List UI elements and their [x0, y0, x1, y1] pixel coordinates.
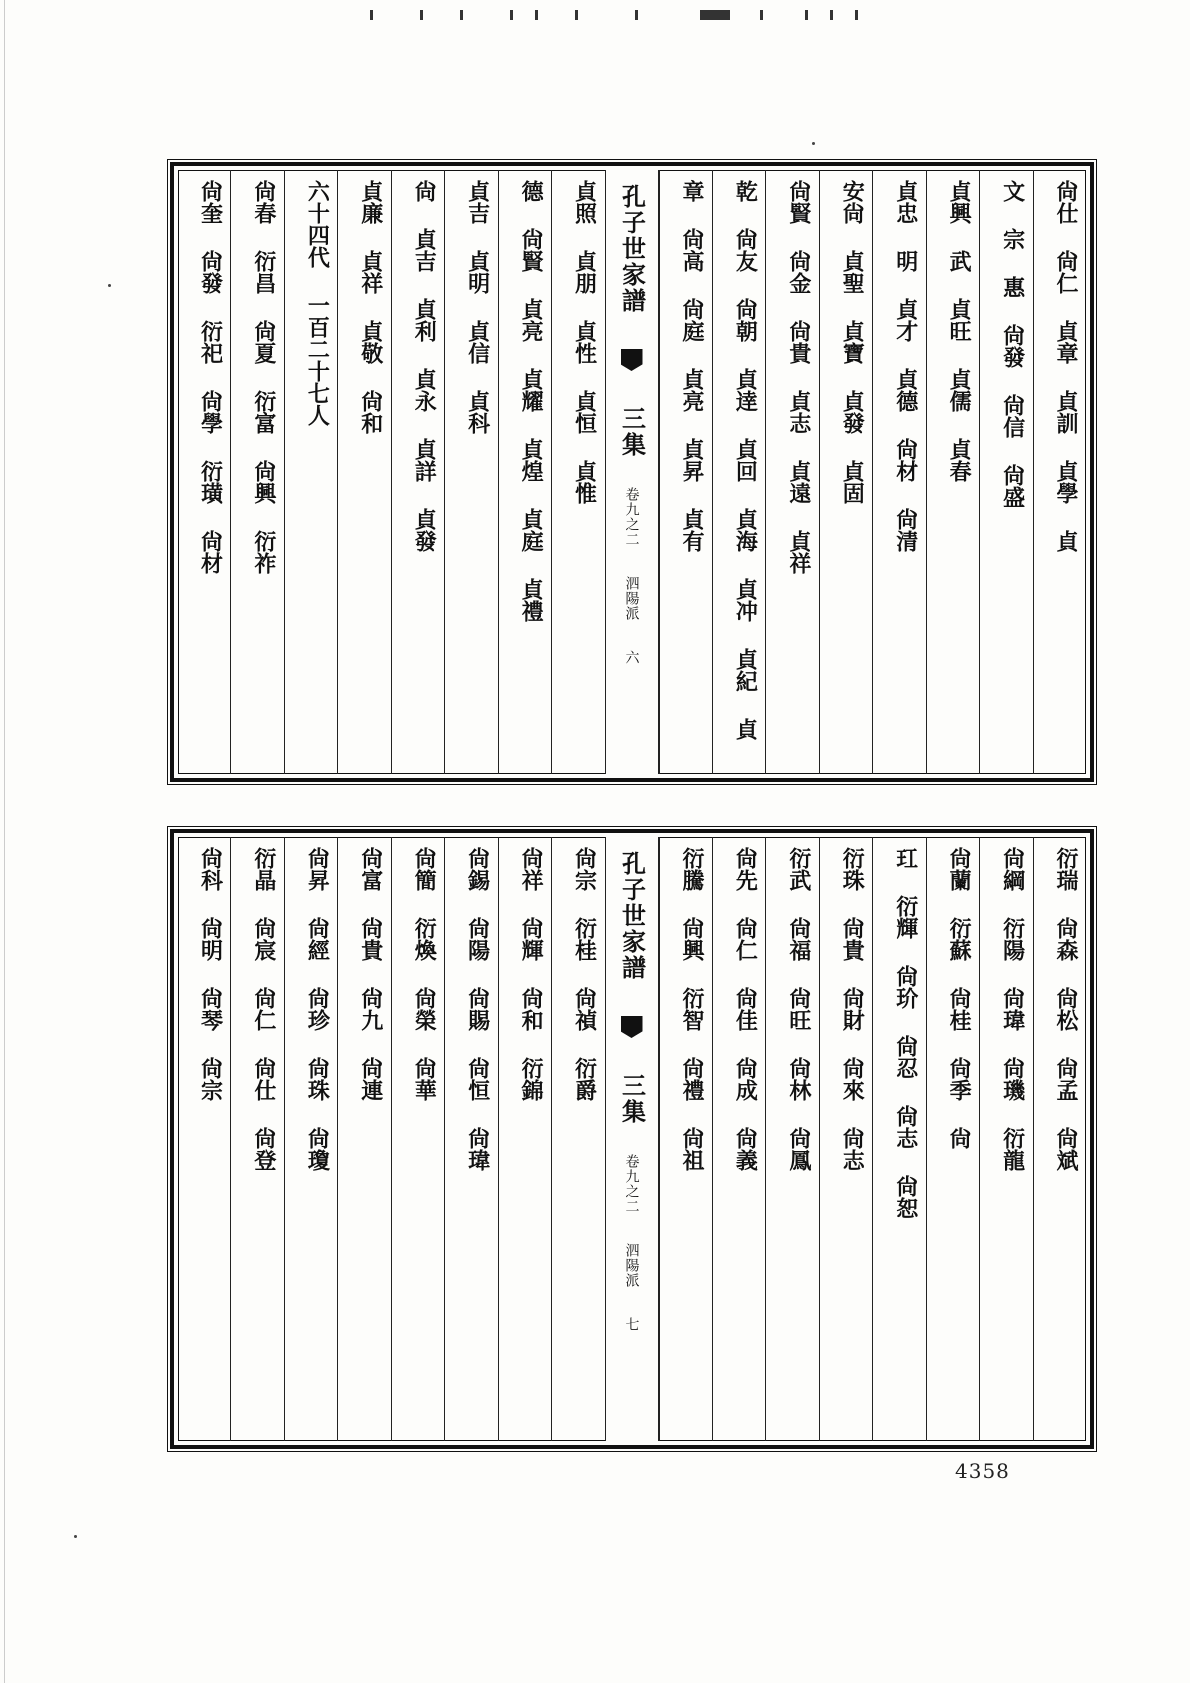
top-column-3: 貞興 武 貞旺 貞儒 貞春 [926, 170, 979, 774]
bottom-column-9: 尙宗 衍桂 尙禎 衍爵 [551, 837, 604, 1441]
bottom-column-4: 玒 衍輝 尙玠 尙忍 尙志 尙恕 [872, 837, 925, 1441]
top-column-2: 文 宗 惠 尙發 尙信 尙盛 [979, 170, 1032, 774]
book-title: 孔子世家譜 [617, 184, 647, 314]
top-column-7: 乾 尙友 尙朝 貞逹 貞回 貞海 貞冲 貞紀 貞 [712, 170, 765, 774]
top-column-10: 德 尙賢 貞亮 貞耀 貞煌 貞庭 貞禮 [498, 170, 551, 774]
top-column-15: 尙春 衍昌 尙夏 衍富 尙興 衍祚 [230, 170, 283, 774]
top-genealogy-panel [170, 162, 1094, 782]
bottom-column-2: 尙綱 衍陽 尙瑋 尙璣 衍龍 [979, 837, 1032, 1441]
bottom-column-5: 衍珠 尙貴 尙財 尙來 尙志 [819, 837, 872, 1441]
bottom-column-12: 尙簡 衍煥 尙榮 尙華 [391, 837, 444, 1441]
scan-edge-line [4, 0, 5, 1683]
chapter-label: 卷九之二 [623, 487, 640, 547]
top-column-11: 貞吉 貞明 貞信 貞科 [444, 170, 497, 774]
top-column-13: 貞廉 貞祥 貞敬 尙和 [337, 170, 390, 774]
bottom-center-band [605, 837, 659, 1441]
chapter-label: 卷九之二 [623, 1154, 640, 1214]
branch-label: 泗陽派 [623, 1243, 640, 1288]
top-column-5: 安尙 貞聖 貞寶 貞發 貞固 [819, 170, 872, 774]
page-number: 4358 [955, 1459, 1010, 1483]
bottom-column-7: 尙先 尙仁 尙佳 尙成 尙義 [712, 837, 765, 1441]
bottom-column-15: 衍晶 尙宸 尙仁 尙仕 尙登 [230, 837, 283, 1441]
book-title: 孔子世家譜 [617, 851, 647, 981]
bottom-column-10: 尙祥 尙輝 尙和 衍錦 [498, 837, 551, 1441]
top-column-14: 六十四代 一百二十七人 [284, 170, 337, 774]
bottom-column-13: 尙富 尙貴 尙九 尙連 [337, 837, 390, 1441]
fish-tail-mark [621, 1016, 643, 1038]
page-label-bottom: 七 [623, 1317, 640, 1331]
top-column-6: 尙賢 尙金 尙貴 貞志 貞遠 貞祥 [765, 170, 818, 774]
top-column-8: 章 尙高 尙庭 貞亮 貞昇 貞有 [659, 170, 712, 774]
bottom-column-11: 尙錫 尙陽 尙賜 尙恒 尙瑋 [444, 837, 497, 1441]
bottom-column-16: 尙科 尙明 尙琴 尙宗 [197, 847, 224, 1101]
top-column-9: 貞照 貞朋 貞性 貞恒 貞惟 [551, 170, 604, 774]
top-edge-marks [360, 10, 900, 20]
top-center-band [605, 170, 659, 774]
fish-tail-mark [621, 349, 643, 371]
top-panel-columns [178, 170, 1086, 774]
speck [108, 284, 111, 287]
speck [812, 142, 815, 145]
top-column-1: 尙仕 尙仁 貞章 貞訓 貞學 貞 [1033, 170, 1086, 774]
bottom-column-1: 衍瑞 尙森 尙松 尙孟 尙斌 [1033, 837, 1086, 1441]
top-column-4: 貞忠 明 貞才 貞德 尙材 尙清 [872, 170, 925, 774]
top-column-16: 尙奎 尙發 衍祀 尙學 衍璜 尙材 [197, 180, 224, 574]
bottom-column-8: 衍騰 尙興 衍智 尙禮 尙祖 [659, 837, 712, 1441]
bottom-column-6: 衍武 尙福 尙旺 尙林 尙鳳 [765, 837, 818, 1441]
volume-label: 三集 [617, 406, 647, 458]
bottom-column-14: 尙昇 尙經 尙珍 尙珠 尙瓊 [284, 837, 337, 1441]
speck [74, 1535, 77, 1538]
page-label-top: 六 [623, 650, 640, 664]
bottom-panel-columns [178, 837, 1086, 1441]
bottom-column-3: 尙蘭 衍蘇 尙桂 尙季 尙 [926, 837, 979, 1441]
branch-label: 泗陽派 [623, 576, 640, 621]
volume-label: 三集 [617, 1073, 647, 1125]
top-column-12: 尙 貞吉 貞利 貞永 貞詳 貞發 [391, 170, 444, 774]
bottom-genealogy-panel [170, 829, 1094, 1449]
